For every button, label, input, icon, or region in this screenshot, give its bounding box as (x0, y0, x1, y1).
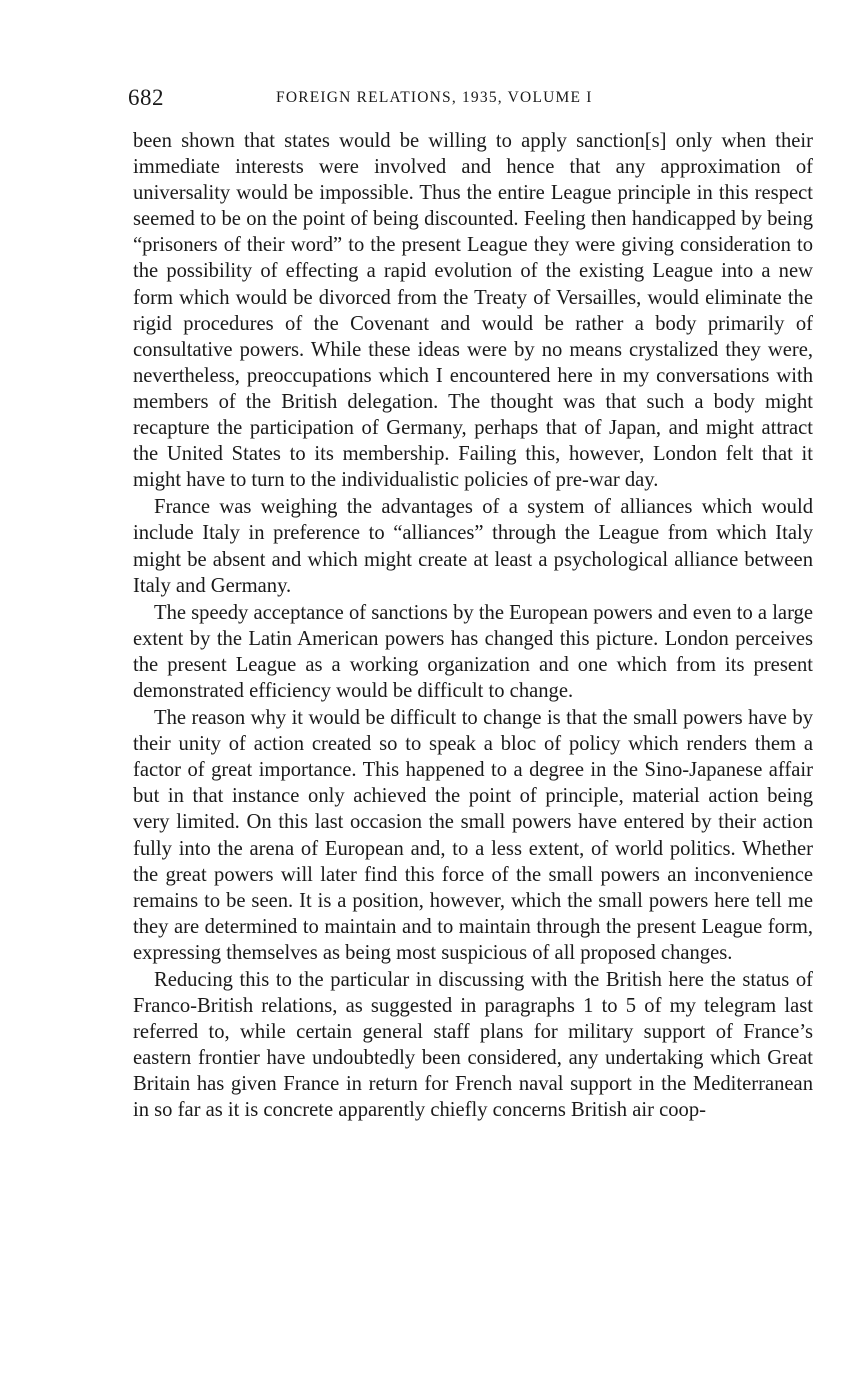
page-number: 682 (128, 85, 164, 110)
paragraph-3: The speedy acceptance of sanctions by the European powers and even to a large extent by the Latin American powers has changed this picture. London perceives the present League as a working organization and one which from its present demonstrated efficiency would be difficult to change. (133, 601, 813, 702)
paragraph-5: Reducing this to the particular in discussing with the British here the status of Franco-British relations, as suggested in paragraphs 1 to 5 of my telegram last referred to, while certain general staff plans for military support of France’s eastern frontier have undoubtedly been considered, any undertaking which Great Britain has given France in return for French naval support in the Mediterranean in so far as it is concrete apparently chiefly concerns British air coop- (133, 969, 813, 1122)
paragraph-2: France was weighing the advantages of a system of alliances which would include Italy in preference to “alliances” through the League from which Italy might be absent and which might create at least a psychological alliance between Italy and Germany. (133, 496, 813, 597)
paragraph-4: The reason why it would be difficult to change is that the small powers have by their unity of action created so to speak a bloc of policy which renders them a factor of great importance. This happened to a degree in the Sino-Japanese affair but in that instance only achieved the point of principle, material action being very limited. On this last occasion the small powers have entered by their action fully into the arena of European and, to a less extent, of world politics. Whether the great powers will later find this force of the small powers an inconvenience remains to be seen. It is a position, however, which the small powers here tell me they are determined to maintain and to maintain through the present League form, expressing themselves as being most suspicious of all proposed changes. (133, 707, 813, 964)
paragraph-1: been shown that states would be willing to apply sanction[s] only when their immediate interests were involved and hence that any approximation of universality would be impossible. Thus the entire League principle in this respect seemed to be on the point of being discounted. Feeling then handicapped by being “prisoners of their word” to the present League they were giving consideration to the possibility of effecting a rapid evolution of the existing League into a new form which would be divorced from the Treaty of Versailles, would eliminate the rigid procedures of the Covenant and would be rather a body primarily of consultative powers. While these ideas were by no means crystalized they were, nevertheless, preoccupations which I encountered here in my conversations with members of the British delegation. The thought was that such a body might recapture the participation of Germany, perhaps that of Japan, and might attract the United States to its membership. Failing this, however, London felt that it might have to turn to the individualistic policies of pre-war day. (133, 130, 813, 492)
page-header (128, 84, 813, 114)
body-text (133, 128, 813, 1124)
document-page (128, 84, 813, 1124)
running-title: FOREIGN RELATIONS, 1935, VOLUME I (276, 89, 593, 106)
